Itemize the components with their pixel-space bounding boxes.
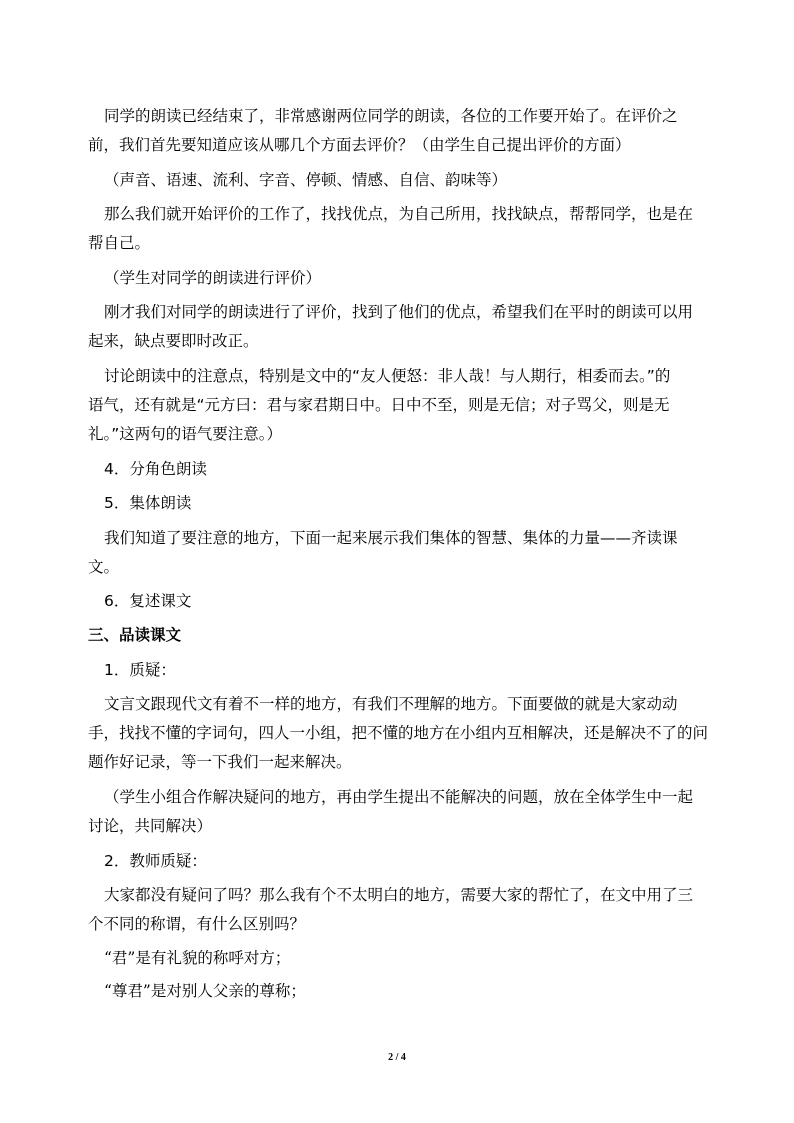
text-line: 文言文跟现代文有着不一样的地方，有我们不理解的地方。下面要做的就是大家动动 (104, 695, 678, 713)
text-line: 同学的朗读已经结束了，非常感谢两位同学的朗读，各位的工作要开始了。在评价之 (104, 107, 678, 125)
text-line: 刚才我们对同学的朗读进行了评价，找到了他们的优点，希望我们在平时的朗读可以用 (104, 303, 694, 321)
text-line: 语气，还有就是“元方曰：君与家君期日中。日中不至，则是无信；对子骂父，则是无 (88, 396, 670, 414)
text-line: （声音、语速、流利、字音、停顿、情感、自信、韵味等） (104, 171, 508, 189)
text-line: 礼。”这两句的语气要注意。） (88, 425, 283, 443)
text-line: 起来，缺点要即时改正。 (88, 332, 259, 350)
page-number: 2 / 4 (388, 1052, 406, 1063)
text-line: 题作好记录，等一下我们一起来解决。 (88, 753, 352, 771)
text-line: 帮自己。 (88, 234, 151, 252)
text-line: 我们知道了要注意的地方，下面一起来展示我们集体的智慧、集体的力量——齐读课 (104, 529, 678, 547)
text-line: 手，找找不懂的字词句，四人一小组，把不懂的地方在小组内互相解决，还是解决不了的问 (88, 724, 709, 742)
list-item: 2．教师质疑： (104, 852, 207, 870)
text-line: （学生对同学的朗读进行评价） (104, 269, 322, 287)
text-line: 讨论，共同解决） (88, 817, 213, 835)
text-line: 讨论朗读中的注意点，特别是文中的“友人便怒：非人哉！与人期行，相委而去。”的 (104, 367, 671, 385)
list-item: 5．集体朗读 (104, 494, 192, 512)
text-line: （学生小组合作解决疑问的地方，再由学生提出不能解决的问题，放在全体学生中一起 (104, 788, 694, 806)
text-line: 那么我们就开始评价的工作了，找找优点，为自己所用，找找缺点，帮帮同学，也是在 (104, 205, 694, 223)
list-item: 4．分角色朗读 (104, 460, 207, 478)
text-line: 大家都没有疑问了吗？那么我有个不太明白的地方，需要大家的帮忙了，在文中用了三 (104, 886, 694, 904)
list-item: 1．质疑： (104, 661, 176, 679)
text-line: “君”是有礼貌的称呼对方； (104, 949, 291, 967)
list-item: 6．复述课文 (104, 592, 192, 610)
text-line: 前，我们首先要知道应该从哪几个方面去评价？（由学生自己提出评价的方面） (88, 136, 631, 154)
text-line: “尊君”是对别人父亲的尊称； (104, 982, 306, 1000)
section-heading: 三、品读课文 (88, 626, 182, 644)
text-line: 文。 (88, 558, 120, 576)
text-line: 个不同的称谓，有什么区别吗？ (88, 915, 306, 933)
